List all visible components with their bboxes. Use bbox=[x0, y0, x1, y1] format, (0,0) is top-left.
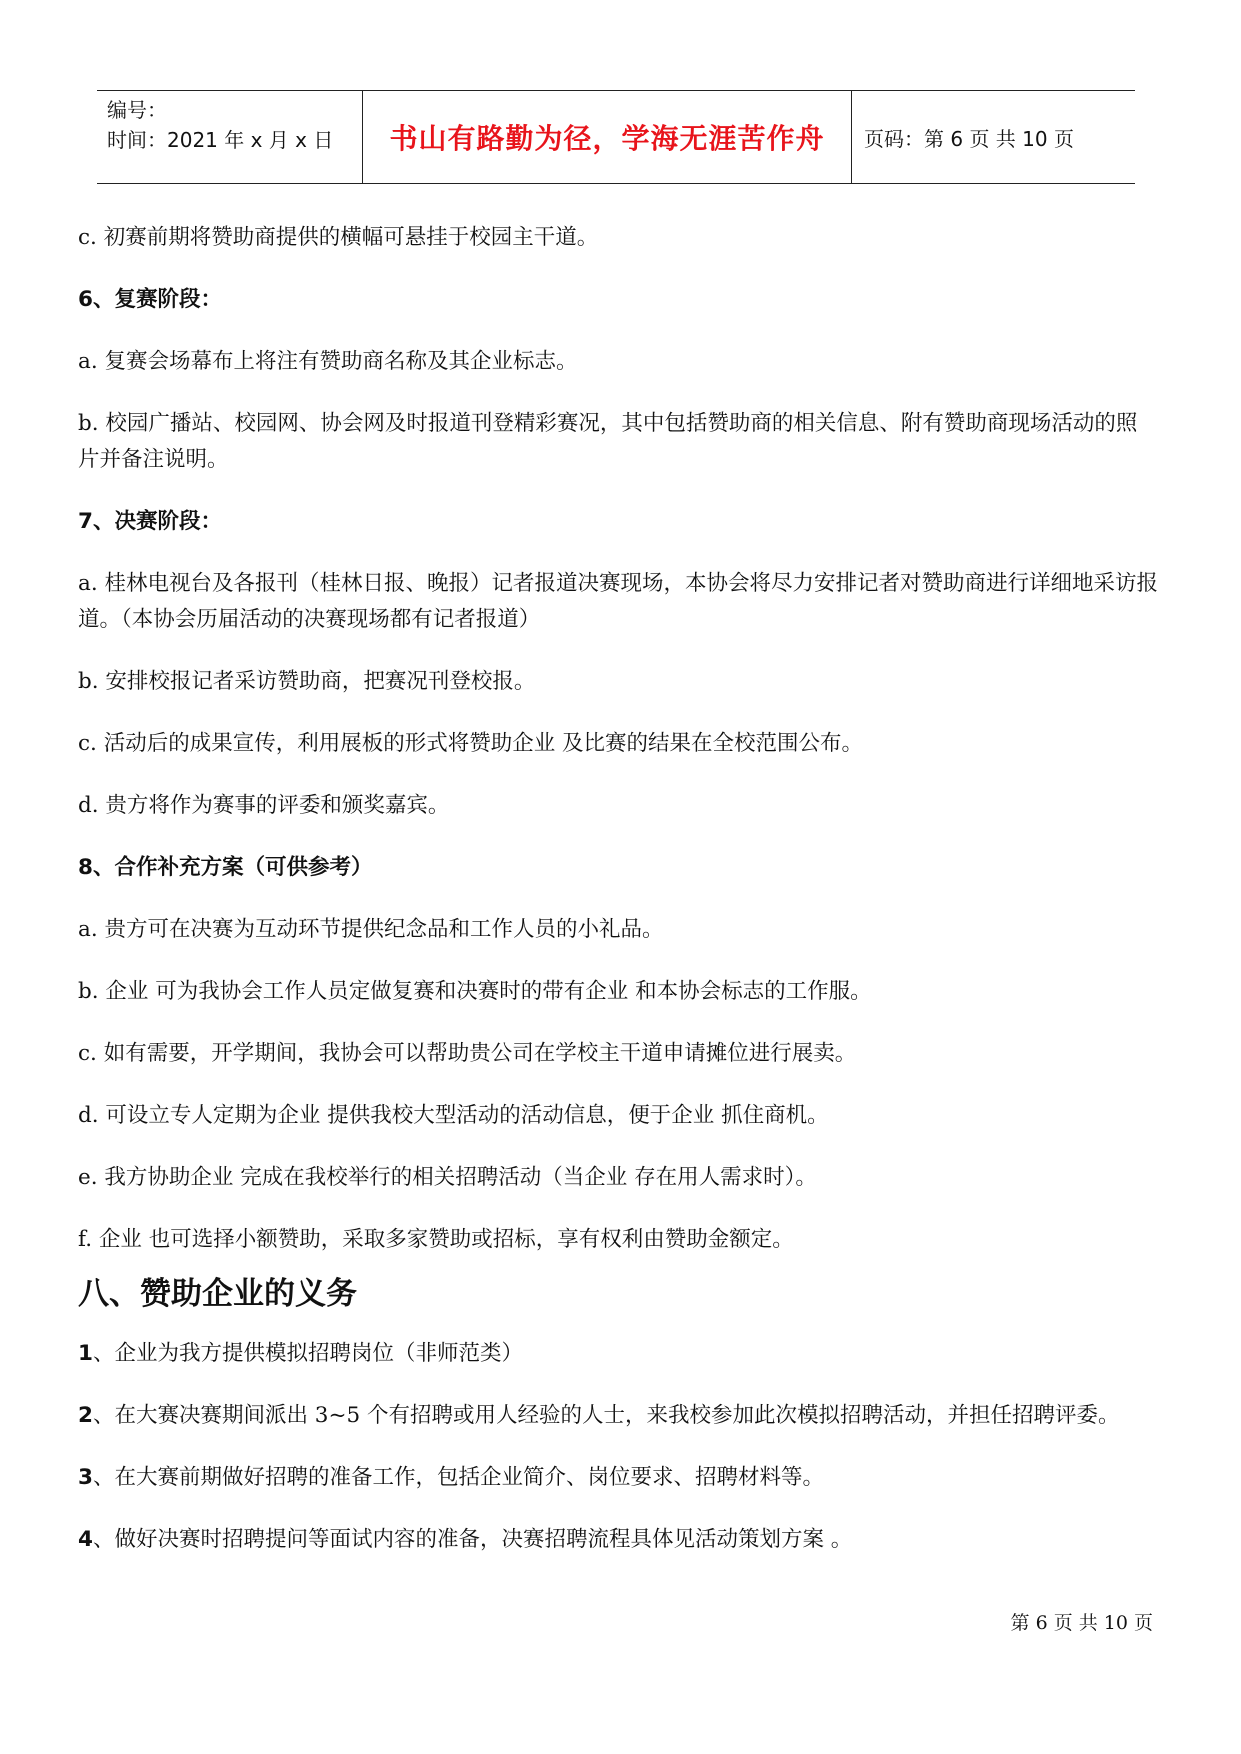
page-footer: 第 6 页 共 10 页 bbox=[1010, 1612, 1153, 1634]
item-number: 3 bbox=[78, 1465, 93, 1490]
paragraph: f. 企业 也可选择小额赞助，采取多家赞助或招标，享有权利由赞助金额定。 bbox=[78, 1227, 794, 1252]
item-text: 、做好决赛时招聘提问等面试内容的准备，决赛招聘流程具体见活动策划方案 。 bbox=[92, 1527, 853, 1552]
header-meta bbox=[97, 91, 362, 183]
header-page-number: 页码：第 6 页 共 10 页 bbox=[864, 126, 1074, 151]
section-heading: 7、决赛阶段： bbox=[78, 509, 222, 534]
item-number: 1 bbox=[78, 1341, 93, 1366]
time-label: 时间：2021 年 x 月 x 日 bbox=[107, 128, 334, 152]
obligation-item bbox=[78, 1460, 1158, 1496]
item-text: 、企业为我方提供模拟招聘岗位（非师范类） bbox=[92, 1341, 523, 1366]
page-header bbox=[97, 90, 1135, 184]
paragraph: b. 安排校报记者采访赞助商，把赛况刊登校报。 bbox=[78, 669, 536, 694]
paragraph: c. 如有需要，开学期间，我协会可以帮助贵公司在学校主干道申请摊位进行展卖。 bbox=[78, 1041, 857, 1066]
number-label: 编号： bbox=[107, 98, 167, 122]
section-heading: 6、复赛阶段： bbox=[78, 287, 222, 312]
paragraph: d. 可设立专人定期为企业 提供我校大型活动的活动信息，便于企业 抓住商机。 bbox=[78, 1103, 829, 1128]
item-text: 、在大赛决赛期间派出 3~5 个有招聘或用人经验的人士，来我校参加此次模拟招聘活动，并担任招聘评委。 bbox=[92, 1403, 1120, 1428]
paragraph: a. 贵方可在决赛为互动环节提供纪念品和工作人员的小礼品。 bbox=[78, 917, 664, 942]
paragraph: b. 企业 可为我协会工作人员定做复赛和决赛时的带有企业 和本协会标志的工作服。 bbox=[78, 979, 872, 1004]
header-motto: 书山有路勤为径，学海无涯苦作舟 bbox=[362, 91, 852, 183]
item-number: 2 bbox=[78, 1403, 93, 1428]
paragraph: a. 复赛会场幕布上将注有赞助商名称及其企业标志。 bbox=[78, 349, 578, 374]
section-heading: 8、合作补充方案（可供参考） bbox=[78, 855, 373, 880]
paragraph: d. 贵方将作为赛事的评委和颁奖嘉宾。 bbox=[78, 793, 450, 818]
item-text: 、在大赛前期做好招聘的准备工作，包括企业简介、岗位要求、招聘材料等。 bbox=[92, 1465, 824, 1490]
chapter-heading: 八、赞助企业的义务 bbox=[78, 1276, 357, 1312]
paragraph: c. 活动后的成果宣传，利用展板的形式将赞助企业 及比赛的结果在全校范围公布。 bbox=[78, 731, 864, 756]
document-body bbox=[78, 220, 1158, 1584]
paragraph: b. 校园广播站、校园网、协会网及时报道刊登精彩赛况，其中包括赞助商的相关信息、附有赞助商现场活动的照片并备注说明。 bbox=[78, 411, 1138, 472]
obligation-item bbox=[78, 1522, 1158, 1558]
obligation-item bbox=[78, 1398, 1158, 1434]
item-number: 4 bbox=[78, 1527, 93, 1552]
paragraph: e. 我方协助企业 完成在我校举行的相关招聘活动（当企业 存在用人需求时）。 bbox=[78, 1165, 817, 1190]
obligation-item bbox=[78, 1336, 1158, 1372]
paragraph: a. 桂林电视台及各报刊（桂林日报、晚报）记者报道决赛现场，本协会将尽力安排记者对赞助商进行详细地采访报道。（本协会历届活动的决赛现场都有记者报道） bbox=[78, 571, 1158, 632]
paragraph: c. 初赛前期将赞助商提供的横幅可悬挂于校园主干道。 bbox=[78, 225, 599, 250]
